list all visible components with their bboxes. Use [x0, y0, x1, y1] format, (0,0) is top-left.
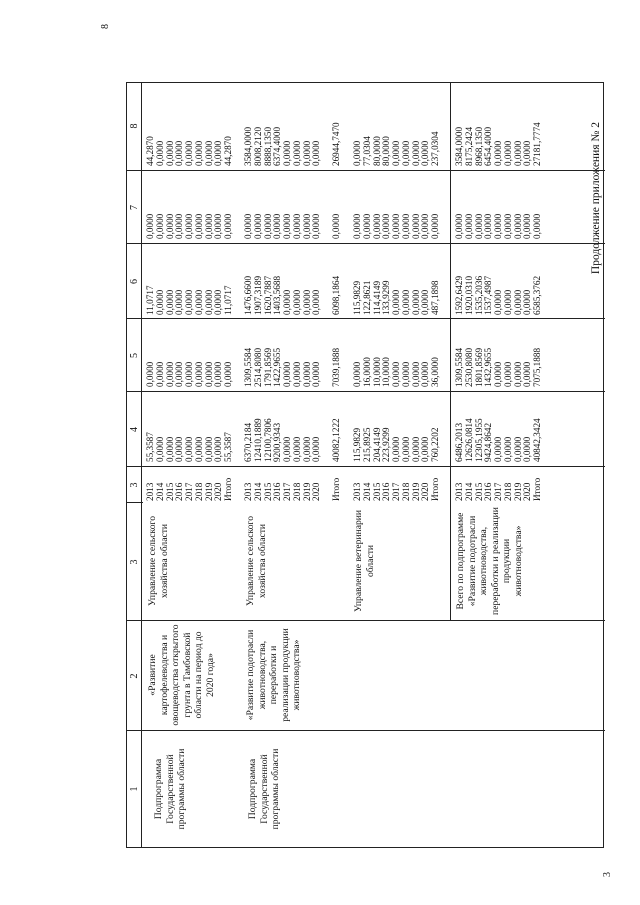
block2-col3: Управление сельского хозяйства области — [245, 515, 268, 607]
col-divider — [127, 466, 605, 467]
block3-col5: 0,0000 16,0000 10,0000 10,0000 0,0000 0,0000 0,0000 0,0000 36,0000 — [352, 357, 440, 387]
block4-col7: 0,0000 0,0000 0,0000 0,0000 0,0000 0,0000 0,0000 0,0000 0,0000 — [454, 213, 542, 239]
page-mark-right: 8 — [100, 24, 111, 29]
block2-col8: 3584,0000 8008,2120 8888,1350 6374,4000 0,0000 0,0000 0,0000 0,0000 26944,7470 — [243, 122, 341, 166]
col-header-8: 8 — [129, 123, 140, 129]
col-divider — [127, 620, 605, 621]
block3-col7: 0,0000 0,0000 0,0000 0,0000 0,0000 0,0000 0,0000 0,0000 0,0000 — [352, 213, 440, 239]
col-header-3b: 3 — [129, 482, 140, 488]
block2-col4: 6370,2184 12410,1889 12100,7806 9200,9343 0,0000 0,0000 0,0000 0,0000 40082,1222 — [243, 418, 341, 462]
col-header-7: 7 — [129, 205, 140, 210]
header-separator — [141, 83, 142, 847]
block1-col7: 0,0000 0,0000 0,0000 0,0000 0,0000 0,0000 0,0000 0,0000 0,0000 — [145, 213, 233, 239]
block2-col7: 0,0000 0,0000 0,0000 0,0000 0,0000 0,0000 0,0000 0,0000 0,0000 — [243, 213, 341, 239]
block1-col2: «Развитие картофелеводства и овощеводства открытого грунта в Тамбовской области на период до 2020 года» — [147, 624, 216, 726]
block3-col6: 115,9829 122,8621 114,4149 133,9299 0,0000 0,0000 0,0000 0,0000 487,1898 — [352, 280, 440, 315]
block3-col8: 0,0000 77,0304 80,0000 80,0000 0,0000 0,0000 0,0000 0,0000 237,0304 — [352, 131, 440, 166]
block2-col2: «Развитие подотрасли животноводства, переработки и реализации продукции животноводства» — [245, 628, 302, 722]
block4-col3: Всего по подпрограмме «Развитие подотрасли животноводства, переработки и реализации продукции животноводства» — [455, 507, 524, 615]
block1-col4: 55,3587 0,0000 0,0000 0,0000 0,0000 0,0000 0,0000 0,0000 55,3587 — [145, 432, 233, 462]
col-divider — [127, 243, 605, 244]
block3-col4: 115,9829 215,8925 204,4149 223,9299 0,0000 0,0000 0,0000 0,0000 760,2202 — [352, 427, 440, 462]
col-header-3: 3 — [129, 559, 140, 565]
block4-col5: 1309,5584 2530,8080 1801,8569 1432,9655 0,0000 0,0000 0,0000 0,0000 7075,1888 — [454, 347, 542, 387]
block1-col5: 0,0000 0,0000 0,0000 0,0000 0,0000 0,0000 0,0000 0,0000 0,0000 — [145, 361, 233, 387]
col-divider — [127, 391, 605, 392]
block1-col8: 44,2870 0,0000 0,0000 0,0000 0,0000 0,0000 0,0000 0,0000 44,2870 — [145, 136, 233, 166]
col-divider — [127, 170, 605, 171]
col-header-6: 6 — [129, 279, 140, 284]
col-header-2: 2 — [129, 673, 140, 679]
block1-col6: 11,0717 0,0000 0,0000 0,0000 0,0000 0,0000 0,0000 0,0000 11,0717 — [145, 285, 233, 315]
budget-table — [126, 82, 604, 848]
col-header-1: 1 — [129, 786, 140, 792]
block1-col3: Управление сельского хозяйства области — [147, 515, 170, 607]
col-header-5: 5 — [129, 353, 140, 358]
col-divider — [127, 318, 605, 319]
block3-years: 2013 2014 2015 2016 2017 2018 2019 2020 Итого — [352, 477, 440, 501]
col-header-4: 4 — [129, 427, 140, 432]
col-divider — [127, 730, 605, 731]
block2-col1: Подпрограмма Государственной программы области — [247, 748, 281, 830]
col-divider — [127, 502, 143, 503]
block1-col1: Подпрограмма Государственной программы области — [153, 748, 187, 830]
block2-col6: 1476,6600 1907,3189 1620,7887 1403,5688 0,0000 0,0000 0,0000 0,0000 6098,1864 — [243, 275, 341, 315]
block2-col5: 1309,5584 2514,8080 1791,8569 1422,9655 0,0000 0,0000 0,0000 0,0000 7039,1888 — [243, 347, 341, 387]
block3-col3: Управление ветеринарии области — [353, 509, 376, 613]
block1-years: 2013 2014 2015 2016 2017 2018 2019 2020 Итого — [145, 477, 233, 501]
block4-col6: 1592,6429 1920,0310 1535,2036 1537,4987 0,0000 0,0000 0,0000 0,0000 6585,3762 — [454, 275, 542, 315]
block2-years: 2013 2014 2015 2016 2017 2018 2019 2020 Итого — [243, 477, 341, 501]
page-mark-left: 3 — [602, 872, 613, 877]
block4-years: 2013 2014 2015 2016 2017 2018 2019 2020 Итого — [454, 477, 542, 501]
block4-col4: 6486,2013 12626,0814 12305,1955 9424,8642 0,0000 0,0000 0,0000 0,0000 40842,3424 — [454, 418, 542, 462]
row-separator — [450, 83, 451, 621]
appendix-caption: Продолжение приложения № 2 — [590, 122, 602, 275]
block4-col8: 3584,0000 8175,2424 8968,1350 6454,4000 0,0000 0,0000 0,0000 0,0000 27181,7774 — [454, 122, 542, 166]
